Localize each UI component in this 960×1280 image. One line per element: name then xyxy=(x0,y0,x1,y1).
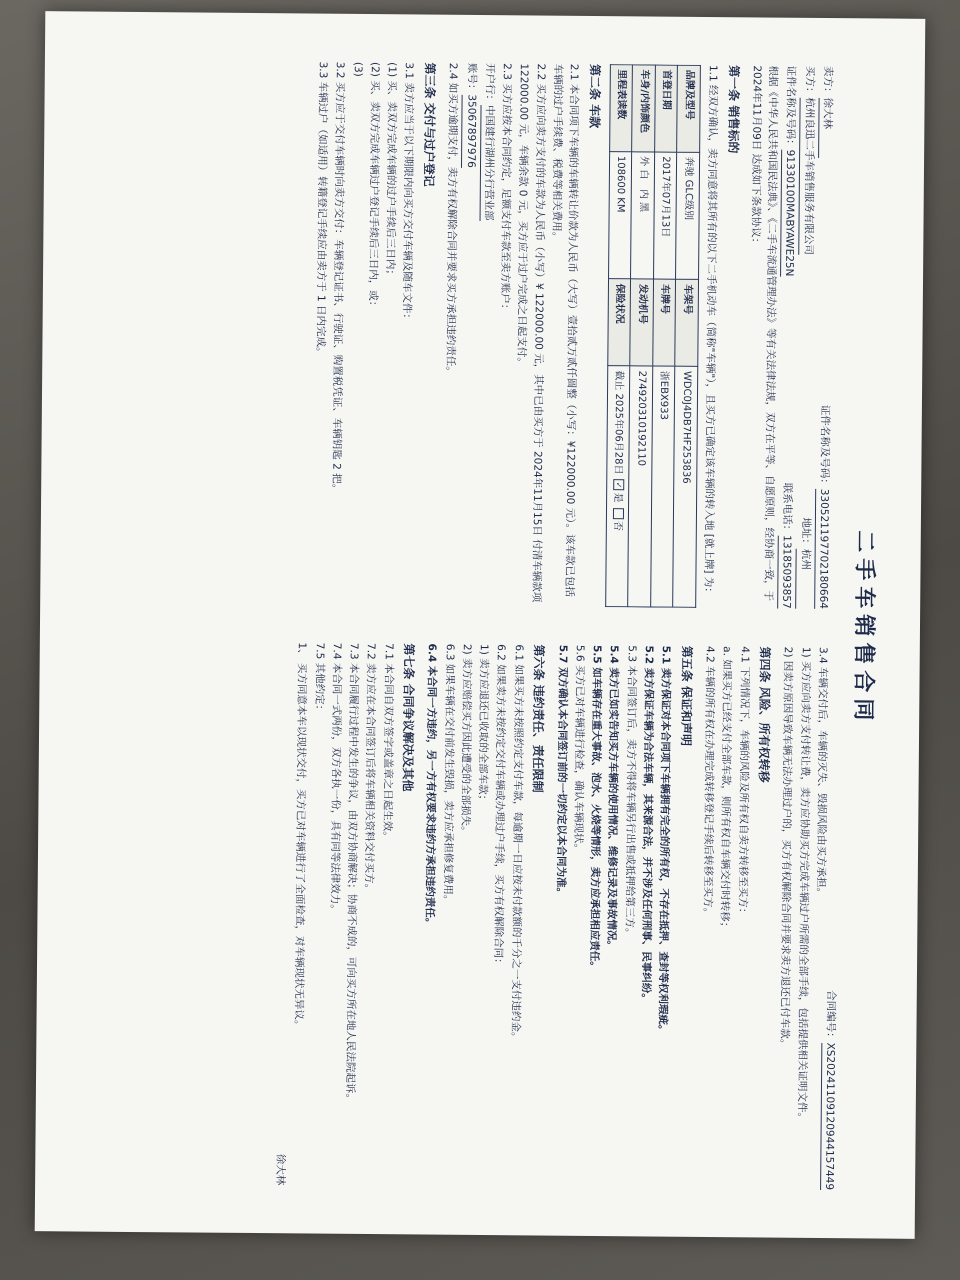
warranty-yes-checkbox: ✓ xyxy=(613,480,624,491)
clause-2-4: 2.4 如买方逾期支付，卖方有权解除合同并要求买方承担违约责任。 xyxy=(444,62,460,377)
clause-5-4: 5.4 卖方已如实告知买方车辆的使用情况、维修记录及事故情况。 xyxy=(605,645,621,951)
clause-4-1-a: a. 如果买方已经支付全部车款，则所有权自车辆交付时转移； xyxy=(718,646,734,933)
clause-5-5: 5.5 如车辆存在重大事故、泡水、火烧等情形，卖方应承担相应责任。 xyxy=(588,644,603,972)
warranty-no-checkbox xyxy=(613,508,624,519)
clause-6-2-1: 1) 卖方应退还已收取的全部车款； xyxy=(476,643,491,806)
clause-5-6: 5.6 买方已对车辆进行检查，确认车辆现状。 xyxy=(571,644,586,854)
clause-5-1: 5.1 卖方保证对本合同项下车辆拥有完全的所有权，不存在抵押、查封等权利瑕疵。 xyxy=(656,645,673,1036)
clause-6-4: 6.4 本合同一方违约，另一方有权要求违约方承担违约责任。 xyxy=(423,643,439,929)
clause-2-3: 2.3 买方应按本合同约定，足额支付车款至卖方账户： xyxy=(498,63,514,315)
clause-6-3: 6.3 如果车辆在交付前发生毁损，卖方应承担修复费用。 xyxy=(441,643,456,906)
clause-7-1: 7.1 本合同自双方签字或盖章之日起生效。 xyxy=(380,643,395,842)
clause-2-1: 2.1 本合同项下车辆的车辆转让价款为人民币（大写）壹拾贰万贰仟圆整（小写：¥122000.00 元）。该车款已包括车辆的过户手续费、税费等相关费用。 xyxy=(550,63,581,597)
contract-paper xyxy=(35,11,926,1239)
clause-3-2: 3.2 买方应于交付车辆时向卖方交付：车辆登记证书、行驶证、购置税凭证、车辆钥匙 2 把。 xyxy=(330,61,347,495)
buyer-row: 买方：杭州良迅二手车销售服务有限公司 地址：杭州 xyxy=(796,66,818,609)
clause-3-1-a: (1) 买、卖双方完成车辆的过户手续后三日内； xyxy=(384,62,399,280)
buyer-cert-row: 证件名称及号码：91330100MABYAWE25N 联系电话：13185093857 xyxy=(777,66,799,609)
contract-number: 合同编号：XS20241109120944157449 xyxy=(820,66,847,1190)
clause-7-2: 7.2 卖方应在本合同签订后将车辆相关资料交付买方。 xyxy=(362,642,378,895)
article-1-heading: 第一条 销售标的 xyxy=(725,65,741,154)
payee-bank: 开户行：中国建行湖州分行营业部 xyxy=(476,63,498,606)
clause-6-1: 6.1 如果买方未按照约定支付车款，每逾期一日应按未付款额的千分之一支付违约金。 xyxy=(509,644,525,1043)
left-column xyxy=(80,60,837,610)
clause-4-2: 4.2 车辆的所有权在办理完成转移登记手续后转移至买方。 xyxy=(701,645,716,919)
clause-7-5-1: 1、 买方同意本车以现状交付，买方已对车辆进行了全面检查，对车辆现状无异议。 xyxy=(292,642,309,1031)
document-title: 二手车销售合同 xyxy=(850,530,877,727)
clause-3-1-c: (3) xyxy=(351,61,364,77)
clause-3-1: 3.1 卖方应当于以下期限内向买方交付车辆及随车文件： xyxy=(401,62,416,324)
clause-7-4: 7.4 本合同一式两份，双方各执一份，具有同等法律效力。 xyxy=(328,642,343,915)
vehicle-table: 品牌及型号 奔驰 GLC级别 车架号 WDC0J4DB7HF253836 首登日期 2017年07月13日 车牌号 浙EBX933 车身/内饰颜色 外 白 内 黑 发动机号 274920310192110 里程表读数 108600 KM 保险状况 截止 2025年06月28日 ✓是 否 xyxy=(605,64,701,608)
article-6-heading: 第六条 违约责任、责任限制 xyxy=(530,644,547,793)
clause-6-2-2: 2) 卖方应赔偿买方因此遭受的全部损失。 xyxy=(459,643,473,837)
article-5-heading: 第五条 保证和声明 xyxy=(678,645,694,747)
article-4-heading: 第四条 风险、所有权转移 xyxy=(756,646,773,783)
seller-row: 卖方：徐大林 证件名称及号码：330521197702180664 xyxy=(814,66,836,609)
clause-3-1-b: (2) 买、卖双方完成车辆过户登记手续后三日内，或： xyxy=(366,62,381,312)
clause-3-4-2: 2) 因卖方原因导致车辆无法办理过户的，买方有权解除合同并要求卖方退还已付车款。 xyxy=(778,646,795,1050)
clause-3-4-1: 1) 买方应向卖方支付转让费，卖方应协助买方完成车辆过户所需的全部手续，包括提供相关证明文件。 xyxy=(795,646,812,1124)
article-3-heading: 第三条 交付与过户登记 xyxy=(421,62,437,187)
clause-5-3: 5.3 本合同签订后，卖方不得将车辆另行出售或抵押给第三方。 xyxy=(622,645,638,939)
article-2-heading: 第二条 车款 xyxy=(587,63,602,129)
payee-account: 账号：35067897976 xyxy=(458,63,480,606)
clause-7-3: 7.3 本合同履行过程中发生的争议，由双方协商解决；协商不成的，可向买方所在地人民法院起诉。 xyxy=(343,642,360,1104)
clause-7-5: 7.5 其他约定： xyxy=(312,642,326,716)
signature: 徐大林 xyxy=(274,1153,287,1186)
article-7-heading: 第七条 合同争议解决及其他 xyxy=(400,643,417,792)
clause-3-3: 3.3 车辆过户（如适用）转籍登记手续应由卖方于 1 日内完成。 xyxy=(314,61,330,358)
intro-text: 根据《中华人民共和国民法典》、《二手车流通管理办法》等有关法律法规，双方在平等、自愿原则，经协商一致，于 2024年11月09日 达成如下条款协议： xyxy=(749,65,780,602)
clause-2-2: 2.2 买方应向卖方支付的车款为人民币（小写）¥ 122000.00 元，其中已由买方于 2024年11月15日 付清车辆款项 122000.00 元，车辆余款 0 元，买方应于过户完成之日起支付。 xyxy=(515,63,547,603)
clause-5-2: 5.2 卖方保证车辆为合法车辆，其来源合法，并不涉及任何刑事、民事纠纷。 xyxy=(639,645,655,1004)
clause-6-2: 6.2 如果卖方未按约定交付车辆或办理过户手续，买方有权解除合同： xyxy=(492,644,508,969)
clause-4-1: 4.1 下列情况下，车辆的风险及所有权自卖方转移至买方： xyxy=(736,646,751,919)
clause-3-4: 3.4 车辆交付后，车辆的灭失、毁损风险由买方承担。 xyxy=(814,646,829,899)
clause-5-7: 5.7 双方确认本合同签订前的一切约定以本合同为准。 xyxy=(554,644,569,899)
right-column xyxy=(75,641,832,1191)
clause-1-1: 1.1 经双方确认，卖方同意将其所有的以下二手机动车（简称"车辆"），且买方已确定该车辆的转入地 [就上牌] 为： xyxy=(702,64,719,598)
